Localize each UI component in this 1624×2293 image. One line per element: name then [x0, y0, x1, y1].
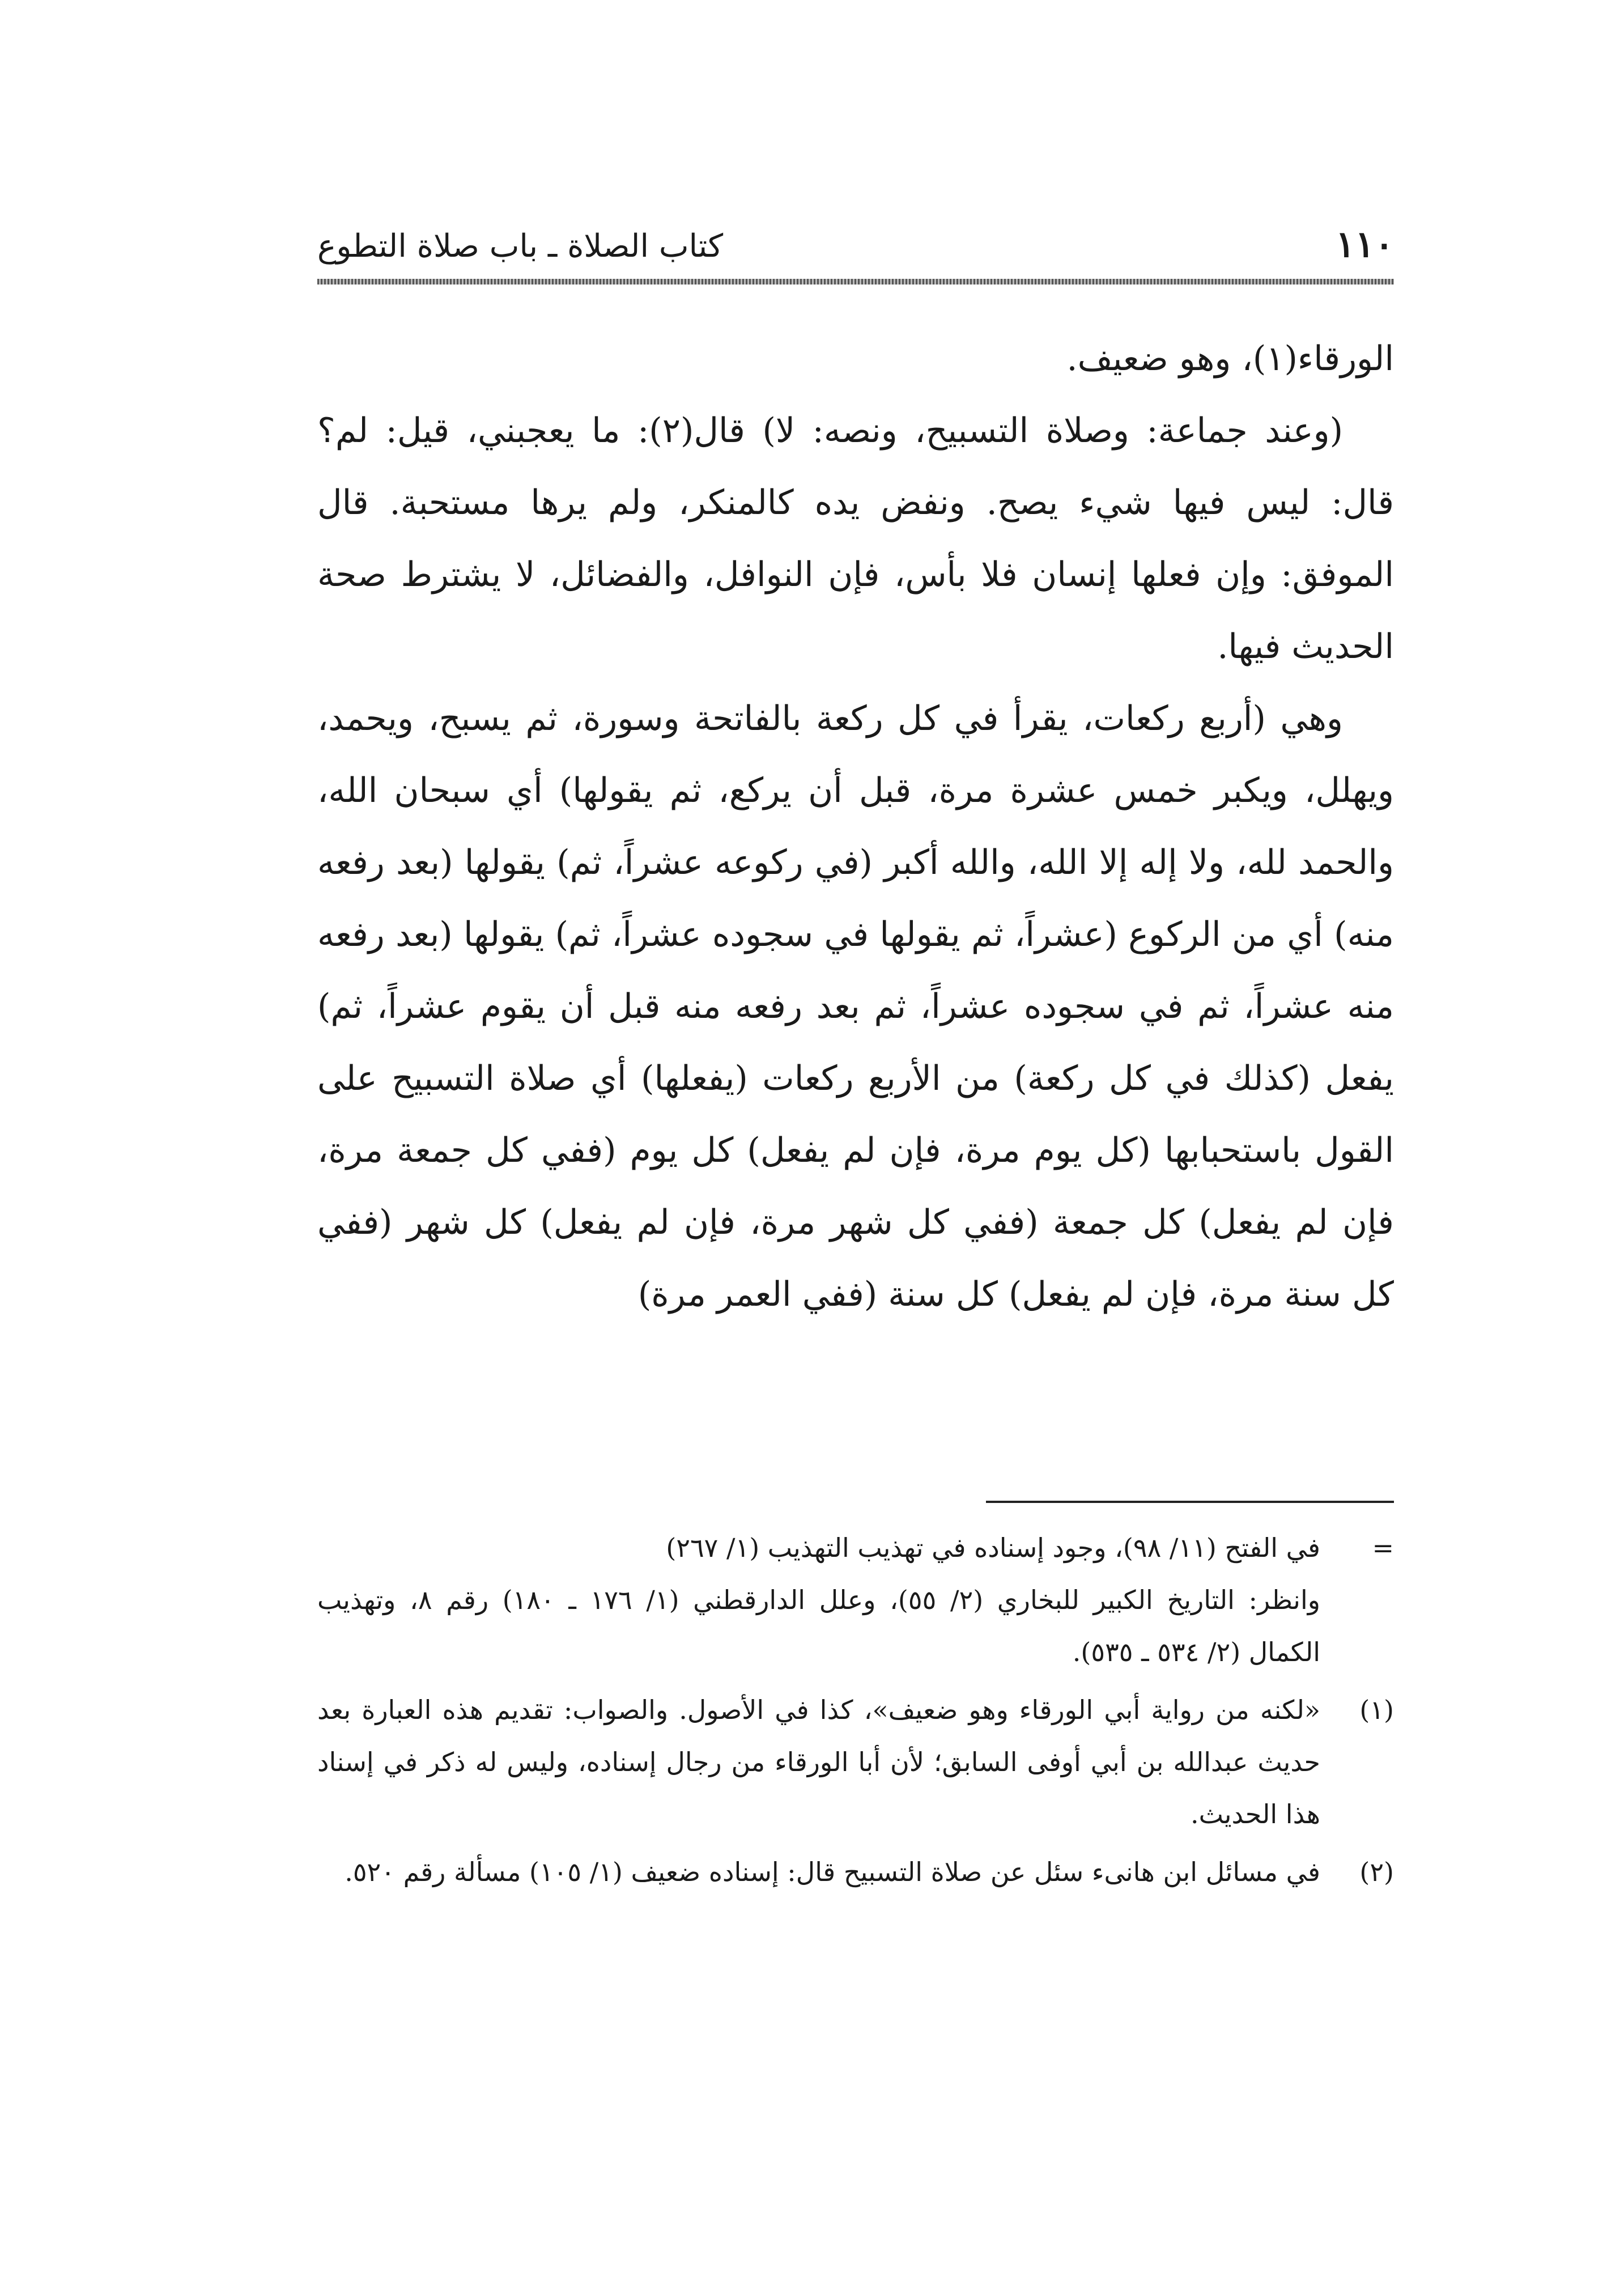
- page-number: ١١٠: [1335, 223, 1394, 266]
- header-rule: [317, 279, 1394, 284]
- paragraph-1: الورقاء(١)، وهو ضعيف.: [1066, 339, 1394, 379]
- footnote-separator: [986, 1501, 1394, 1503]
- footnote-marker: (٢): [1359, 1857, 1394, 1887]
- paragraph-2: (وعند جماعة: وصلاة التسبيح، ونصه: لا) قال(٢): ما يعجبني، قيل: لم؟ قال: ليس فيها شيء يصح. ونفض يده كالمنكر، ولم يرها مستحبة. قال الموفق: وإن فعلها إنسان فلا بأس، فإن النوافل، والفضائل، لا يشترط صحة الحديث فيها.: [317, 411, 1394, 666]
- running-title: كتاب الصلاة ـ باب صلاة التطوع: [317, 228, 724, 265]
- book-page: [317, 215, 1395, 1887]
- footnote-text: في مسائل ابن هانىء سئل عن صلاة التسبيح قال: إسناده ضعيف (١/ ١٠٥) مسألة رقم ٥٢٠.: [345, 1857, 1320, 1887]
- footnotes: [317, 1522, 1394, 1904]
- footnote-marker: =: [1372, 1532, 1394, 1563]
- page-header: [317, 215, 1394, 278]
- footnote-2: [317, 1846, 1394, 1898]
- footnote-marker: (١): [1359, 1695, 1394, 1725]
- main-text: [317, 323, 1394, 1331]
- footnote-continuation: [317, 1522, 1394, 1678]
- paragraph-3: وهي (أربع ركعات، يقرأ في كل ركعة بالفاتحة وسورة، ثم يسبح، ويحمد، ويهلل، ويكبر خمس عشرة مرة، قبل أن يركع، ثم يقولها) أي سبحان الله، والحمد لله، ولا إله إلا الله، والله أكبر (في ركوعه عشراً، ثم) يقولها (بعد رفعه منه) أي من الركوع (عشراً، ثم يقولها في سجوده عشراً، ثم) يقولها (بعد رفعه منه عشراً، ثم في سجوده عشراً، ثم بعد رفعه منه قبل أن يقوم عشراً، ثم) يفعل (كذلك في كل ركعة) من الأربع ركعات (يفعلها) أي صلاة التسبيح على القول باستحبابها (كل يوم مرة، فإن لم يفعل) كل يوم (ففي كل جمعة مرة، فإن لم يفعل) كل جمعة (ففي كل شهر مرة، فإن لم يفعل) كل شهر (ففي كل سنة مرة، فإن لم يفعل) كل سنة (ففي العمر مرة): [317, 699, 1395, 1314]
- footnote-text: وانظر: التاريخ الكبير للبخاري (٢/ ٥٥)، وعلل الدارقطني (١/ ١٧٦ ـ ١٨٠) رقم ٨، وتهذيب الكمال (٢/ ٥٣٤ ـ ٥٣٥).: [317, 1585, 1320, 1667]
- footnote-text: في الفتح (١١/ ٩٨)، وجود إسناده في تهذيب التهذيب (١/ ٢٦٧): [666, 1532, 1320, 1563]
- footnote-1: [317, 1684, 1394, 1840]
- footnote-text: «لكنه من رواية أبي الورقاء وهو ضعيف»، كذا في الأصول. والصواب: تقديم هذه العبارة بعد حديث عبدالله بن أبي أوفى السابق؛ لأن أبا الورقاء من رجال إسناده، وليس له ذكر في إسناد هذا الحديث.: [317, 1695, 1320, 1829]
